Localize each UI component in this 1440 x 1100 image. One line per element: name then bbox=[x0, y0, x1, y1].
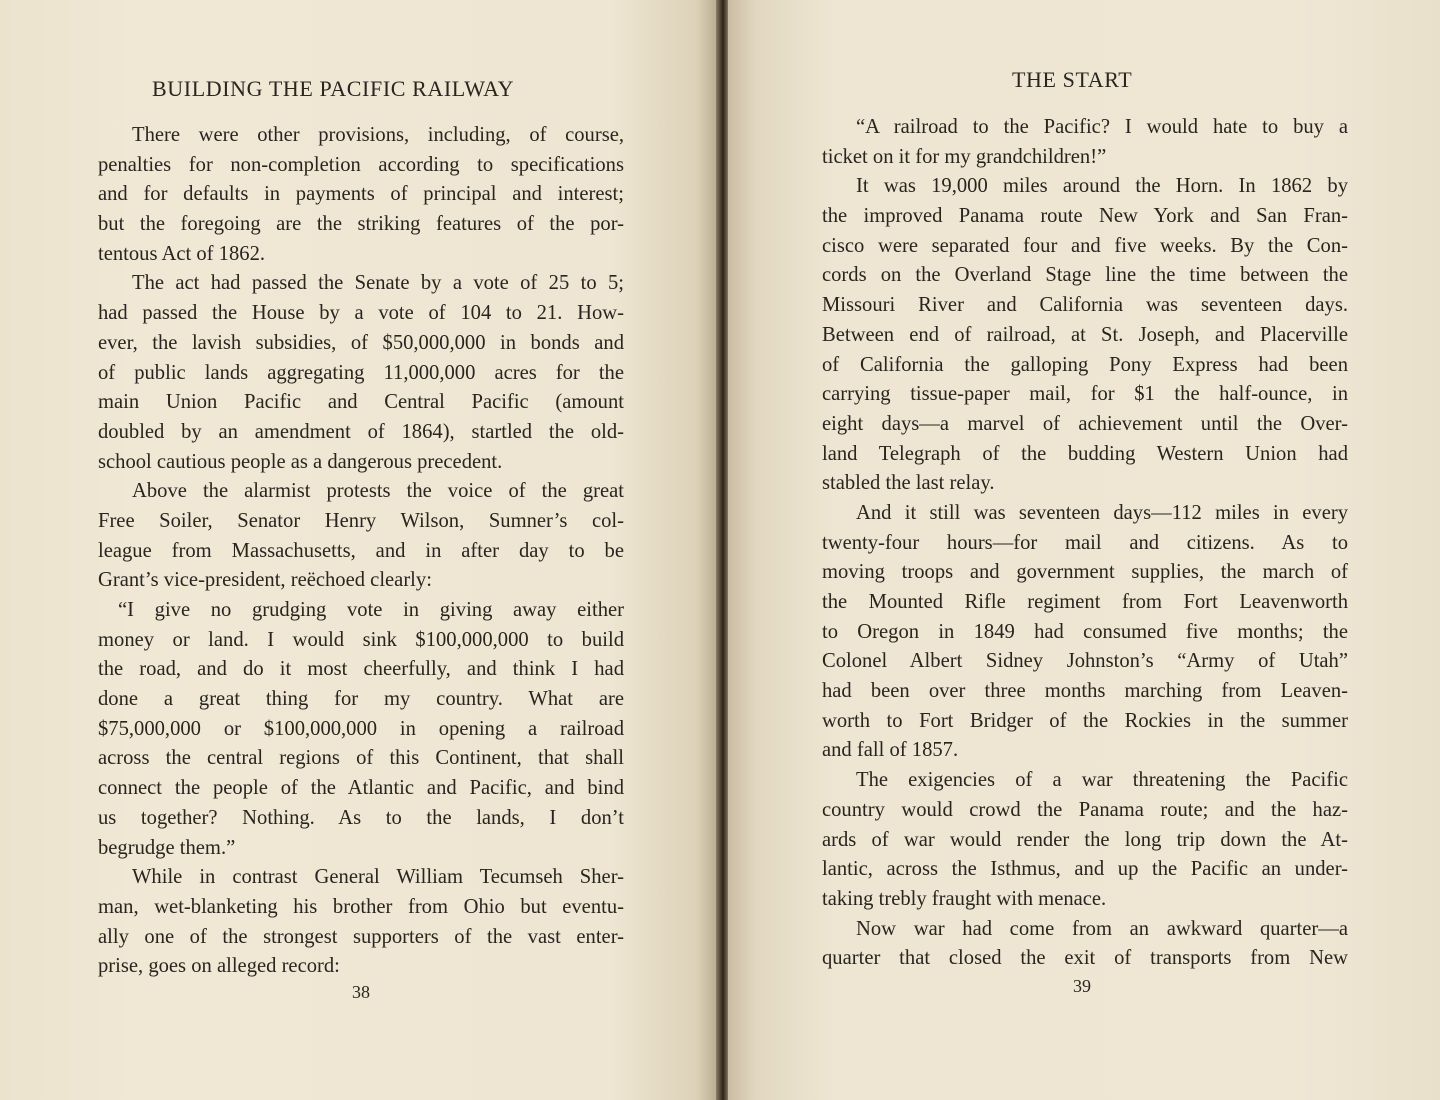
text-line: ally one of the strongest supporters of the vast enter- bbox=[98, 925, 624, 948]
text-line: Above the alarmist protests the voice of the great bbox=[132, 480, 624, 503]
text-line: The act had passed the Senate by a vote of 25 to 5; bbox=[132, 272, 624, 295]
body-text bbox=[822, 113, 1348, 974]
text-line: land Telegraph of the budding Western Union had bbox=[822, 442, 1348, 465]
text-line: connect the people of the Atlantic and Pacific, and bind bbox=[98, 777, 624, 800]
text-line: ever, the lavish subsidies, of $50,000,000 in bonds and bbox=[98, 331, 624, 354]
text-line: Missouri River and California was seventeen days. bbox=[822, 294, 1348, 317]
text-line: prise, goes on alleged record: bbox=[98, 955, 340, 978]
text-line: done a great thing for my country. What are bbox=[98, 688, 624, 711]
page-number: 38 bbox=[352, 982, 370, 1002]
text-line: and fall of 1857. bbox=[822, 739, 959, 762]
text-line: quarter that closed the exit of transports from New bbox=[822, 947, 1348, 970]
text-line: doubled by an amendment of 1864), startled the old- bbox=[98, 420, 624, 443]
text-line: lantic, across the Isthmus, and up the Pacific an under- bbox=[822, 858, 1348, 881]
text-line: but the foregoing are the striking features of the por- bbox=[98, 213, 624, 236]
text-line: had been over three months marching from Leaven- bbox=[822, 680, 1348, 703]
text-line: the road, and do it most cheerfully, and think I had bbox=[98, 658, 624, 681]
text-line: to Oregon in 1849 had consumed five months; the bbox=[822, 620, 1348, 643]
text-line: of public lands aggregating 11,000,000 acres for the bbox=[98, 361, 624, 384]
running-head: BUILDING THE PACIFIC RAILWAY bbox=[152, 76, 515, 101]
text-line: It was 19,000 miles around the Horn. In 1862 by bbox=[856, 175, 1348, 198]
text-line: the Mounted Rifle regiment from Fort Leavenworth bbox=[822, 591, 1348, 613]
text-line: stabled the last relay. bbox=[822, 472, 995, 495]
text-line: Grant’s vice-president, reëchoed clearly: bbox=[98, 569, 432, 592]
text-line: of California the galloping Pony Express had been bbox=[822, 353, 1348, 376]
text-line: “A railroad to the Pacific? I would hate to buy a bbox=[856, 116, 1348, 138]
text-line: school cautious people as a dangerous precedent. bbox=[98, 450, 503, 473]
text-line: Colonel Albert Sidney Johnston’s “Army of Utah” bbox=[822, 650, 1348, 673]
text-line: main Union Pacific and Central Pacific (amount bbox=[98, 391, 624, 414]
left-page bbox=[0, 0, 718, 1100]
text-line: league from Massachusetts, and in after day to be bbox=[98, 539, 624, 562]
text-line: ticket on it for my grandchildren!” bbox=[822, 145, 1107, 168]
text-line: cisco were separated four and five weeks. By the Con- bbox=[822, 234, 1348, 257]
right-page bbox=[728, 0, 1440, 1100]
text-line: man, wet-blanketing his brother from Ohio but eventu- bbox=[98, 895, 624, 918]
text-line: and for defaults in payments of principal and interest; bbox=[98, 183, 624, 206]
text-line: worth to Fort Bridger of the Rockies in the summer bbox=[822, 709, 1348, 732]
text-line: cords on the Overland Stage line the time between the bbox=[822, 264, 1348, 287]
text-line: tentous Act of 1862. bbox=[98, 242, 266, 265]
text-line: Now war had come from an awkward quarter—a bbox=[856, 917, 1348, 940]
text-line: Free Soiler, Senator Henry Wilson, Sumner’s col- bbox=[98, 509, 624, 532]
text-line: There were other provisions, including, of course, bbox=[132, 124, 624, 146]
running-head: THE START bbox=[1012, 67, 1133, 92]
text-line: twenty-four hours—for mail and citizens. As to bbox=[822, 531, 1348, 554]
text-line: eight days—a marvel of achievement until the Over- bbox=[822, 412, 1348, 435]
text-line: begrudge them.” bbox=[98, 836, 236, 859]
text-line: us together? Nothing. As to the lands, I don’t bbox=[98, 806, 624, 829]
text-line: The exigencies of a war threatening the Pacific bbox=[856, 769, 1348, 792]
text-line: While in contrast General William Tecumseh Sher- bbox=[132, 866, 624, 889]
text-line: moving troops and government supplies, the march of bbox=[822, 561, 1348, 584]
body-text bbox=[98, 121, 624, 982]
text-line: ards of war would render the long trip down the At- bbox=[822, 828, 1348, 851]
text-line: Between end of railroad, at St. Joseph, and Placerville bbox=[822, 323, 1348, 346]
text-line: “I give no grudging vote in giving away either bbox=[118, 599, 624, 621]
page-number: 39 bbox=[1073, 976, 1091, 996]
text-line: had passed the House by a vote of 104 to 21. How- bbox=[98, 302, 624, 325]
text-line: And it still was seventeen days—112 miles in every bbox=[856, 501, 1348, 524]
text-line: country would crowd the Panama route; and the haz- bbox=[822, 798, 1348, 821]
text-line: across the central regions of this Continent, that shall bbox=[98, 747, 624, 770]
text-line: $75,000,000 or $100,000,000 in opening a railroad bbox=[98, 717, 624, 740]
text-line: taking trebly fraught with menace. bbox=[822, 887, 1107, 910]
text-line: carrying tissue-paper mail, for $1 the half-ounce, in bbox=[822, 383, 1348, 406]
text-line: penalties for non-completion according to specifications bbox=[98, 153, 624, 176]
text-line: the improved Panama route New York and San Fran- bbox=[822, 205, 1348, 228]
text-line: money or land. I would sink $100,000,000 to build bbox=[98, 628, 624, 651]
